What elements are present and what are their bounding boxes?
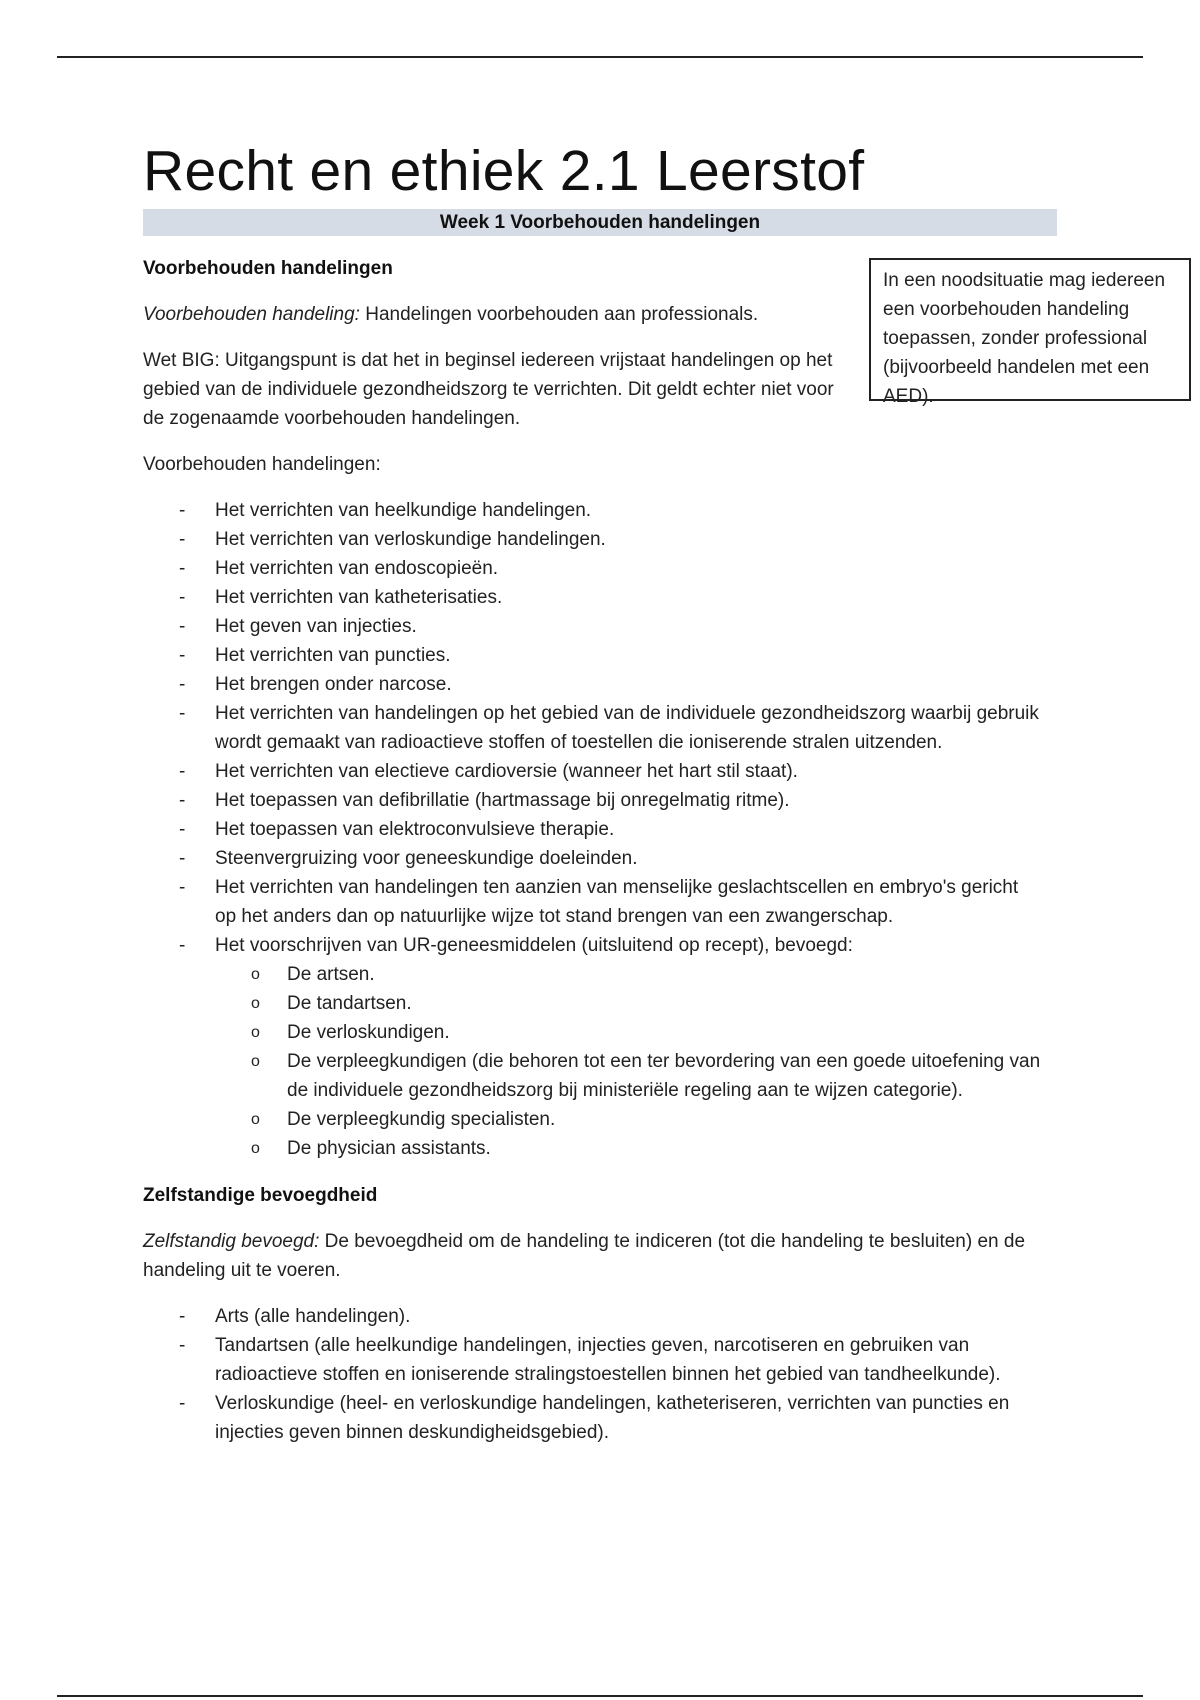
sublist-item: o De physician assistants. (287, 1134, 1043, 1163)
document-body (143, 254, 1043, 1447)
authority-list (143, 1302, 1043, 1447)
section-heading: Zelfstandige bevoegdheid (143, 1185, 378, 1206)
list-item: - Steenvergruizing voor geneeskundige doeleinden. (215, 844, 1043, 873)
sublist-item: o De verpleegkundigen (die behoren tot een ter bevordering van een goede uitoefening van de individuele gezondheidszorg bij ministeriële regeling aan te wijzen categorie). (287, 1047, 1043, 1105)
document-title: Recht en ethiek 2.1 Leerstof (143, 139, 865, 203)
list-item: - Arts (alle handelingen). (215, 1302, 1043, 1331)
sublist-item: o De tandartsen. (287, 989, 1043, 1018)
footer-rule (57, 1695, 1143, 1697)
list-item: - Het toepassen van elektroconvulsieve therapie. (215, 815, 1043, 844)
definition-term: Zelfstandig bevoegd: (143, 1231, 320, 1252)
sublist-item: o De verpleegkundig specialisten. (287, 1105, 1043, 1134)
sublist-item: o De verloskundigen. (287, 1018, 1043, 1047)
definition-paragraph (143, 1227, 1043, 1285)
list-item: - Het verrichten van verloskundige handelingen. (215, 525, 1043, 554)
list-intro: Voorbehouden handelingen: (143, 454, 381, 475)
sublist-item: o De artsen. (287, 960, 1043, 989)
list-item: - Het verrichten van electieve cardioversie (wanneer het hart stil staat). (215, 757, 1043, 786)
note-box: In een noodsituatie mag iedereen een voorbehouden handeling toepassen, zonder professional (bijvoorbeeld handelen met een AED). (869, 258, 1191, 401)
list-item: - Het verrichten van handelingen ten aanzien van menselijke geslachtscellen en embryo's gericht op het anders dan op natuurlijke wijze tot stand brengen van een zwangerschap. (215, 873, 1043, 931)
definition-text: Handelingen voorbehouden aan professionals. (359, 304, 759, 325)
list-item: - Het brengen onder narcose. (215, 670, 1043, 699)
week-heading: Week 1 Voorbehouden handelingen (143, 209, 1057, 236)
list-item: - Het verrichten van handelingen op het gebied van de individuele gezondheidszorg waarbij gebruik wordt gemaakt van radioactieve stoffen of toestellen die ioniserende stralen uitzenden. (215, 699, 1043, 757)
list-item: - Het verrichten van endoscopieën. (215, 554, 1043, 583)
list-item: - Het geven van injecties. (215, 612, 1043, 641)
list-item: - Het verrichten van katheterisaties. (215, 583, 1043, 612)
list-item: - Het toepassen van defibrillatie (hartmassage bij onregelmatig ritme). (215, 786, 1043, 815)
list-item: - Tandartsen (alle heelkundige handelingen, injecties geven, narcotiseren en gebruiken van radioactieve stoffen en ioniserende stralingstoestellen binnen het gebied van tandheelkunde). (215, 1331, 1043, 1389)
section-heading: Voorbehouden handelingen (143, 258, 393, 279)
reserved-actions-list (143, 496, 1043, 1163)
definition-text: De bevoegdheid om de handeling te indiceren (tot die handeling te besluiten) en de handeling uit te voeren. (143, 1231, 1026, 1281)
wet-big-paragraph: Wet BIG: Uitgangspunt is dat het in beginsel iedereen vrijstaat handelingen op het gebied van de individuele gezondheidszorg te verrichten. Dit geldt echter niet voor de zogenaamde voorbehouden handelingen. (143, 350, 834, 429)
list-item-text: Het voorschrijven van UR-geneesmiddelen (uitsluitend op recept), bevoegd: (215, 935, 853, 956)
definition-paragraph (143, 300, 1043, 329)
list-item-prescribing (215, 931, 1043, 1163)
definition-term: Voorbehouden handeling: (143, 304, 360, 325)
prescriber-sublist (215, 960, 1043, 1163)
list-item: - Het verrichten van heelkundige handelingen. (215, 496, 1043, 525)
header-rule (57, 56, 1143, 58)
list-item: - Verloskundige (heel- en verloskundige handelingen, katheteriseren, verrichten van puncties en injecties geven binnen deskundigheidsgebied). (215, 1389, 1043, 1447)
list-item: - Het verrichten van puncties. (215, 641, 1043, 670)
